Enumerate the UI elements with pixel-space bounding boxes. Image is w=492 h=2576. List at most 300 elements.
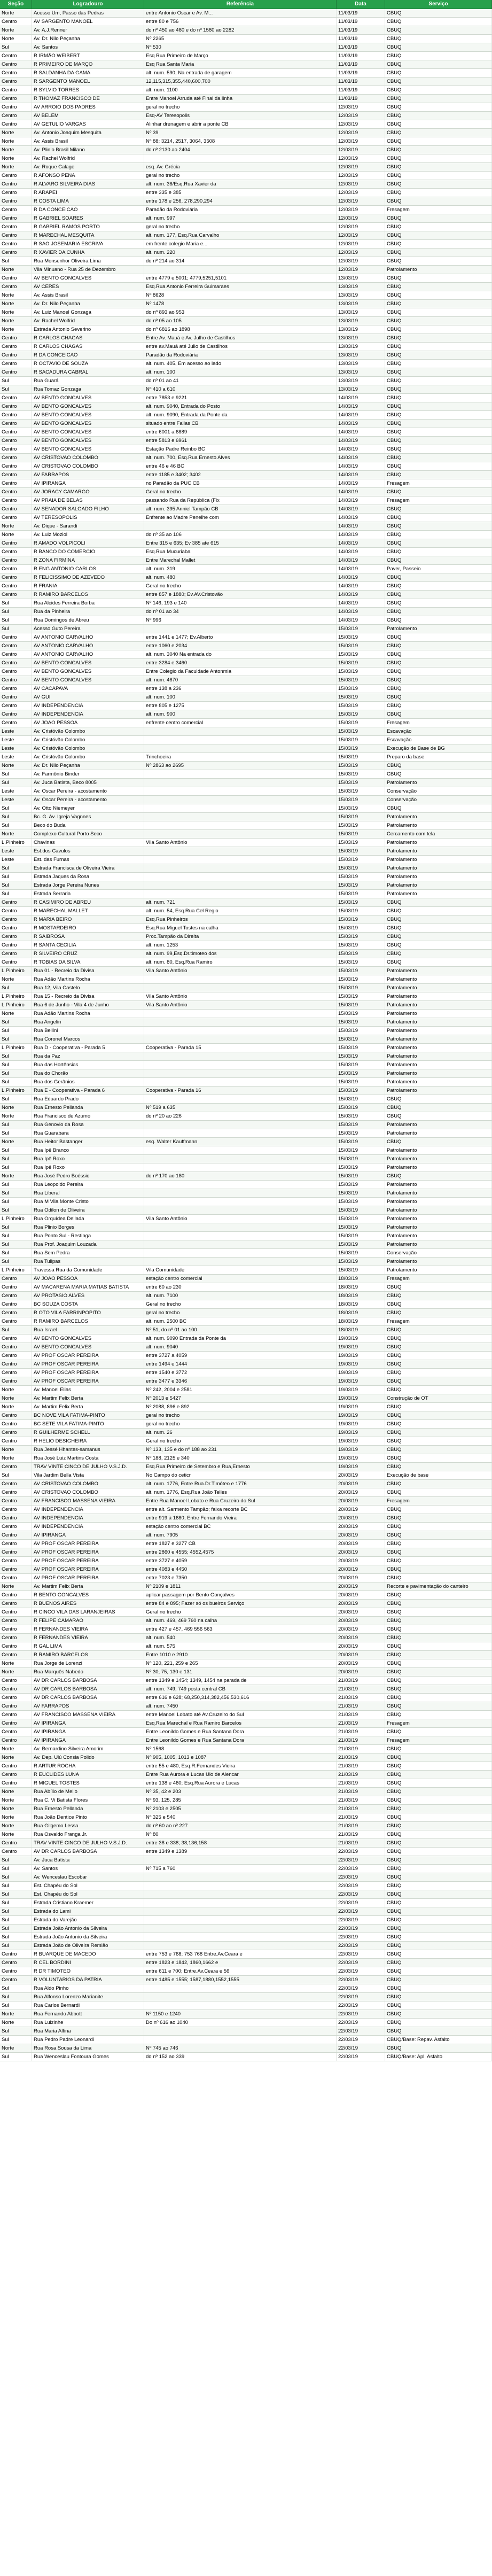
table-row — [0, 924, 492, 933]
cell-referencia: alt. num. 7100 — [144, 1292, 337, 1300]
cell-data: 15/03/19 — [337, 685, 385, 693]
cell-servico: CBUQ — [385, 1967, 492, 1975]
cell-referencia — [144, 1189, 337, 1197]
cell-secao: Centro — [0, 1967, 32, 1975]
cell-data: 22/03/19 — [337, 1984, 385, 1992]
cell-servico: CBUQ — [385, 274, 492, 282]
cell-servico: CBUQ — [385, 154, 492, 162]
table-row — [0, 479, 492, 488]
cell-secao: Norte — [0, 2044, 32, 2052]
cell-logradouro: AV PROF OSCAR PEREIRA — [32, 1548, 144, 1556]
cell-data: 15/03/19 — [337, 839, 385, 847]
cell-data: 15/03/19 — [337, 1087, 385, 1095]
cell-secao: Centro — [0, 1950, 32, 1958]
table-row — [0, 984, 492, 992]
cell-logradouro: Rua 12, Vila Castelo — [32, 984, 144, 992]
table-row — [0, 69, 492, 77]
cell-secao: Norte — [0, 1446, 32, 1454]
cell-data: 12/03/19 — [337, 120, 385, 128]
cell-data: 15/03/19 — [337, 933, 385, 941]
cell-servico: CBUQ — [385, 1463, 492, 1471]
cell-servico: CBUQ — [385, 1925, 492, 1933]
cell-logradouro: Av. Oscar Pereira - acostamento — [32, 787, 144, 795]
cell-secao: L.Pinheiro — [0, 1215, 32, 1223]
cell-logradouro: Av. Otto Niemeyer — [32, 804, 144, 812]
cell-referencia: entre 178 e 256, 278,290,294 — [144, 197, 337, 205]
cell-secao: Centro — [0, 1736, 32, 1744]
table-row — [0, 1061, 492, 1069]
cell-referencia — [144, 1916, 337, 1924]
cell-secao: Sul — [0, 1155, 32, 1163]
cell-referencia: alt. num. 9090 Entrada da Ponte da — [144, 1334, 337, 1343]
cell-servico: CBUQ — [385, 214, 492, 222]
cell-referencia: entre 1540 e 3772 — [144, 1369, 337, 1377]
table-row — [0, 1249, 492, 1258]
cell-logradouro: R ALVARO SILVEIRA DIAS — [32, 180, 144, 188]
cell-referencia: do nº 6816 ao 1898 — [144, 325, 337, 333]
cell-secao: Centro — [0, 1343, 32, 1351]
cell-referencia: Entre Rua Manoel Lobato e Rua Cruzeiro do Sul — [144, 1497, 337, 1505]
cell-data: 14/03/19 — [337, 479, 385, 487]
cell-data: 13/03/19 — [337, 343, 385, 351]
cell-secao: Centro — [0, 368, 32, 376]
table-row — [0, 1805, 492, 1813]
cell-servico: Patrolamento — [385, 821, 492, 829]
cell-secao: Centro — [0, 1377, 32, 1385]
cell-servico: CBUQ — [385, 1839, 492, 1847]
cell-data: 21/03/19 — [337, 1796, 385, 1804]
cell-data: 15/03/19 — [337, 650, 385, 658]
cell-logradouro: Rua Marquês Nabedo — [32, 1668, 144, 1676]
cell-logradouro: AV DR CARLOS BARBOSA — [32, 1694, 144, 1702]
cell-secao: Centro — [0, 702, 32, 710]
cell-servico: CBUQ/Base: Repav. Asfalto — [385, 2036, 492, 2044]
table-row — [0, 325, 492, 334]
cell-logradouro: Rua Osvaldo Franga Jr. — [32, 1830, 144, 1838]
cell-secao: Centro — [0, 710, 32, 718]
cell-servico: CBUQ — [385, 1514, 492, 1522]
cell-referencia: Nº 146, 193 e 140 — [144, 599, 337, 607]
cell-secao: Sul — [0, 2027, 32, 2035]
cell-secao: Centro — [0, 676, 32, 684]
table-row — [0, 274, 492, 283]
cell-logradouro: Rua Guarabara — [32, 1129, 144, 1137]
table-row — [0, 702, 492, 710]
cell-data: 15/03/19 — [337, 856, 385, 864]
cell-secao: Centro — [0, 1497, 32, 1505]
cell-servico: CBUQ — [385, 582, 492, 590]
table-row — [0, 1326, 492, 1334]
table-row — [0, 1753, 492, 1762]
cell-referencia: Nº 996 — [144, 616, 337, 624]
cell-data: 19/03/19 — [337, 1429, 385, 1437]
cell-referencia: Paradão da Rodoviária — [144, 206, 337, 214]
table-row — [0, 1565, 492, 1574]
table-row — [0, 744, 492, 753]
table-row — [0, 1317, 492, 1326]
table-row — [0, 821, 492, 830]
cell-referencia — [144, 1925, 337, 1933]
table-row — [0, 1377, 492, 1386]
table-row — [0, 1240, 492, 1249]
cell-servico: CBUQ — [385, 402, 492, 410]
cell-servico: CBUQ — [385, 300, 492, 308]
table-row — [0, 1454, 492, 1463]
cell-secao: Centro — [0, 565, 32, 573]
cell-logradouro: BC SOUZA COSTA — [32, 1300, 144, 1308]
cell-secao: Centro — [0, 941, 32, 949]
cell-servico: CBUQ — [385, 933, 492, 941]
cell-logradouro: R ARTUR ROCHA — [32, 1762, 144, 1770]
cell-secao: Sul — [0, 1916, 32, 1924]
cell-data: 15/03/19 — [337, 779, 385, 787]
table-row — [0, 103, 492, 112]
cell-data: 15/03/19 — [337, 1112, 385, 1120]
cell-servico: Patrolamento — [385, 1044, 492, 1052]
cell-secao: Centro — [0, 1702, 32, 1710]
cell-servico: CBUQ — [385, 702, 492, 710]
cell-servico: CBUQ — [385, 1933, 492, 1941]
table-row — [0, 308, 492, 317]
cell-servico: CBUQ — [385, 1848, 492, 1856]
cell-data: 22/03/19 — [337, 1890, 385, 1898]
cell-logradouro: AV ARROIO DOS PADRES — [32, 103, 144, 111]
cell-secao: Centro — [0, 95, 32, 103]
table-row — [0, 650, 492, 659]
table-row — [0, 1010, 492, 1018]
cell-logradouro: Av. Rachel Wolfrid — [32, 154, 144, 162]
cell-logradouro: Rua da Pinheira — [32, 608, 144, 616]
cell-data: 20/03/19 — [337, 1548, 385, 1556]
cell-data: 20/03/19 — [337, 1514, 385, 1522]
cell-logradouro: AV PROF OSCAR PEREIRA — [32, 1557, 144, 1565]
cell-servico: CBUQ — [385, 385, 492, 393]
cell-data: 20/03/19 — [337, 1523, 385, 1531]
cell-referencia — [144, 770, 337, 778]
table-row — [0, 1035, 492, 1044]
cell-servico: Conservação — [385, 796, 492, 804]
table-row — [0, 608, 492, 616]
cell-referencia: Geral no trecho — [144, 582, 337, 590]
cell-logradouro: R CARLOS CHAGAS — [32, 334, 144, 342]
cell-logradouro: AV FARRAPOS — [32, 1702, 144, 1710]
table-row — [0, 727, 492, 736]
cell-referencia: entre av.Mauá até Julio de Castilhos — [144, 343, 337, 351]
cell-logradouro: Rua Rosa Sousa da Lima — [32, 2044, 144, 2052]
cell-servico: Patrolamento — [385, 1146, 492, 1154]
cell-referencia: Vila Comunidade — [144, 1266, 337, 1274]
cell-data: 18/03/19 — [337, 1326, 385, 1334]
cell-data: 14/03/19 — [337, 599, 385, 607]
cell-secao: Sul — [0, 1865, 32, 1873]
cell-servico: Patrolamento — [385, 1027, 492, 1035]
cell-referencia: No Campo do ceticr — [144, 1471, 337, 1479]
cell-secao: Sul — [0, 625, 32, 633]
cell-data: 18/03/19 — [337, 1317, 385, 1325]
cell-data: 11/03/19 — [337, 9, 385, 17]
table-row — [0, 1600, 492, 1608]
cell-referencia: esq. Av. Grécia — [144, 163, 337, 171]
cell-servico: CBUQ — [385, 693, 492, 701]
cell-logradouro: Av. Martim Felix Berta — [32, 1403, 144, 1411]
cell-servico: CBUQ — [385, 1454, 492, 1462]
table-row — [0, 197, 492, 206]
cell-data: 19/03/19 — [337, 1386, 385, 1394]
table-row — [0, 1283, 492, 1292]
cell-logradouro: R CARLOS CHAGAS — [32, 343, 144, 351]
cell-logradouro: R SYLVIO TORRES — [32, 86, 144, 94]
cell-secao: Centro — [0, 197, 32, 205]
cell-secao: Norte — [0, 1813, 32, 1821]
cell-secao: Centro — [0, 437, 32, 445]
cell-logradouro: AV BENTO GONCALVES — [32, 274, 144, 282]
cell-secao: Centro — [0, 1488, 32, 1496]
cell-logradouro: Est. das Furnas — [32, 856, 144, 864]
cell-referencia: Entre Av. Mauá e Av. Julho de Castilhos — [144, 334, 337, 342]
cell-data: 21/03/19 — [337, 1813, 385, 1821]
cell-logradouro: AV SENADOR SALGADO FILHO — [32, 505, 144, 513]
cell-logradouro: Rua Prof. Joaquim Louzada — [32, 1240, 144, 1248]
cell-referencia — [144, 830, 337, 838]
table-row — [0, 856, 492, 864]
cell-servico: Patrolamento — [385, 266, 492, 274]
cell-servico: CBUQ — [385, 18, 492, 26]
cell-referencia: alt. num. 100 — [144, 368, 337, 376]
cell-data: 15/03/19 — [337, 967, 385, 975]
cell-referencia: Nº 1568 — [144, 1745, 337, 1753]
cell-referencia: entre 46 e 46 BC — [144, 462, 337, 470]
cell-referencia: alt. num. 700, Esq.Rua Ernesto Alves — [144, 454, 337, 462]
cell-secao: Leste — [0, 787, 32, 795]
cell-servico: Patrolamento — [385, 847, 492, 855]
cell-servico: CBUQ — [385, 1548, 492, 1556]
cell-logradouro: AV IPIRANGA — [32, 1531, 144, 1539]
table-row — [0, 1925, 492, 1933]
table-row — [0, 1463, 492, 1471]
cell-secao: Norte — [0, 1830, 32, 1838]
table-row — [0, 1728, 492, 1736]
cell-data: 12/03/19 — [337, 206, 385, 214]
cell-referencia: Esq.Rua Primeiro de Setembro e Rua,Ernesto — [144, 1463, 337, 1471]
cell-servico: CBUQ — [385, 129, 492, 137]
cell-servico: Patrolamento — [385, 1189, 492, 1197]
cell-logradouro: Rua Ipê Roxo — [32, 1155, 144, 1163]
cell-logradouro: Rua Ipê Branco — [32, 1146, 144, 1154]
cell-logradouro: Rua Alcides Ferreira Borba — [32, 599, 144, 607]
cell-data: 13/03/19 — [337, 317, 385, 325]
cell-referencia: Vila Santo Antônio — [144, 1215, 337, 1223]
table-row — [0, 1087, 492, 1095]
table-row — [0, 52, 492, 60]
cell-data: 15/03/19 — [337, 1069, 385, 1077]
cell-secao: Centro — [0, 1514, 32, 1522]
table-row — [0, 1882, 492, 1890]
cell-servico: Patrolamento — [385, 625, 492, 633]
table-row — [0, 172, 492, 180]
cell-secao: L.Pinheiro — [0, 992, 32, 1000]
cell-data: 15/03/19 — [337, 830, 385, 838]
cell-secao: L.Pinheiro — [0, 1044, 32, 1052]
cell-data: 12/03/19 — [337, 223, 385, 231]
cell-referencia: alt. num. 1776, Entre Rua.Dr.Timóteo e 1776 — [144, 1480, 337, 1488]
cell-referencia — [144, 2001, 337, 2009]
table-row — [0, 565, 492, 573]
cell-referencia: alt. num. 220 — [144, 249, 337, 257]
cell-servico: CBUQ — [385, 1762, 492, 1770]
cell-secao: Centro — [0, 642, 32, 650]
cell-servico: CBUQ — [385, 522, 492, 530]
cell-logradouro: Complexo Cultural Porto Seco — [32, 830, 144, 838]
cell-logradouro: Estrada Jorge Pereira Nunes — [32, 881, 144, 889]
cell-logradouro: Rua Ponto Sul - Restinga — [32, 1232, 144, 1240]
cell-servico: CBUQ — [385, 1326, 492, 1334]
cell-referencia — [144, 804, 337, 812]
cell-referencia: Geral no trecho — [144, 1437, 337, 1445]
cell-logradouro: R AFONSO PENA — [32, 172, 144, 180]
cell-secao: Centro — [0, 1634, 32, 1642]
cell-logradouro: Beco do Buda — [32, 821, 144, 829]
table-row — [0, 975, 492, 984]
cell-secao: L.Pinheiro — [0, 1001, 32, 1009]
cell-secao: Sul — [0, 1326, 32, 1334]
cell-data: 12/03/19 — [337, 146, 385, 154]
cell-referencia: Trinchoeira — [144, 753, 337, 761]
cell-data: 15/03/19 — [337, 847, 385, 855]
table-row — [0, 146, 492, 154]
cell-servico: CBUQ — [385, 1506, 492, 1514]
cell-data: 20/03/19 — [337, 1574, 385, 1582]
cell-referencia: alt. num. 540 — [144, 1634, 337, 1642]
cell-secao: Sul — [0, 1873, 32, 1881]
cell-secao: Centro — [0, 52, 32, 60]
cell-servico: CBUQ — [385, 898, 492, 906]
cell-secao: Sul — [0, 1163, 32, 1171]
cell-data: 21/03/19 — [337, 1677, 385, 1685]
cell-logradouro: AV INDEPENDENCIA — [32, 1514, 144, 1522]
cell-logradouro: Av. Cristóvão Colombo — [32, 727, 144, 735]
table-row — [0, 1181, 492, 1189]
table-row — [0, 394, 492, 402]
cell-secao: Norte — [0, 1788, 32, 1796]
cell-data: 20/03/19 — [337, 1668, 385, 1676]
table-row — [0, 1429, 492, 1437]
cell-servico: CBUQ — [385, 1369, 492, 1377]
cell-servico: Escavação — [385, 727, 492, 735]
cell-secao: Centro — [0, 1411, 32, 1419]
cell-servico: Patrolamento — [385, 1163, 492, 1171]
cell-servico: CBUQ — [385, 1907, 492, 1915]
cell-data: 22/03/19 — [337, 2019, 385, 2027]
cell-servico: CBUQ — [385, 377, 492, 385]
cell-referencia: Nº 30, 75, 130 e 131 — [144, 1668, 337, 1676]
cell-referencia: alt. num. 9090, Entrada da Ponte da — [144, 411, 337, 419]
table-row — [0, 2036, 492, 2044]
cell-secao: Centro — [0, 334, 32, 342]
cell-logradouro: AV BENTO GONCALVES — [32, 668, 144, 676]
cell-referencia: entre 80 e 756 — [144, 18, 337, 26]
table-row — [0, 2019, 492, 2027]
cell-data: 15/03/19 — [337, 1010, 385, 1018]
cell-logradouro: Rua Eduardo Prado — [32, 1095, 144, 1103]
cell-logradouro: R OCTAVIO DE SOUZA — [32, 360, 144, 368]
cell-data: 12/03/19 — [337, 197, 385, 205]
cell-data: 12/03/19 — [337, 103, 385, 111]
cell-secao: Centro — [0, 539, 32, 547]
cell-servico: Patrolamento — [385, 890, 492, 898]
table-row — [0, 1044, 492, 1052]
table-row — [0, 582, 492, 591]
cell-logradouro: Rua José Pedro Boéssio — [32, 1172, 144, 1180]
cell-logradouro: R SACADURA CABRAL — [32, 368, 144, 376]
cell-servico: CBUQ — [385, 1617, 492, 1625]
table-row — [0, 1531, 492, 1540]
cell-secao: Sul — [0, 1882, 32, 1890]
cell-secao: Sul — [0, 770, 32, 778]
cell-servico: Patrolamento — [385, 1061, 492, 1069]
cell-logradouro: AV MACARENA MARIA MATIAS BATISTA — [32, 1283, 144, 1291]
cell-secao: Norte — [0, 975, 32, 983]
cell-data: 20/03/19 — [337, 1617, 385, 1625]
cell-referencia: entre 1441 e 1477; Ev.Alberto — [144, 633, 337, 641]
cell-referencia: entre 3284 e 3460 — [144, 659, 337, 667]
table-row — [0, 881, 492, 890]
cell-logradouro: R RAMIRO BARCELOS — [32, 591, 144, 599]
cell-logradouro: AV TERESOPOLIS — [32, 514, 144, 522]
cell-logradouro: Rua Ernesto Pellanda — [32, 1104, 144, 1112]
cell-referencia: Entre Leonildo Gomes e Rua Santana Dora — [144, 1736, 337, 1744]
cell-secao: Sul — [0, 813, 32, 821]
cell-logradouro: Rua Coronel Marcos — [32, 1035, 144, 1043]
table-row — [0, 291, 492, 300]
cell-logradouro: AV PROF OSCAR PEREIRA — [32, 1360, 144, 1368]
cell-data: 15/03/19 — [337, 744, 385, 752]
cell-secao: Sul — [0, 1933, 32, 1941]
table-row — [0, 1446, 492, 1454]
cell-logradouro: Vila Minuano - Rua 25 de Dezembro — [32, 266, 144, 274]
cell-referencia: alt. num. 319 — [144, 565, 337, 573]
cell-servico: Patrolamento — [385, 1087, 492, 1095]
cell-referencia: do nº 450 ao 480 e do nº 1580 ao 2282 — [144, 26, 337, 34]
cell-referencia — [144, 1890, 337, 1898]
cell-referencia — [144, 1907, 337, 1915]
table-row — [0, 206, 492, 214]
cell-referencia: entre 857 e 1880; Ev.AV.Cristovão — [144, 591, 337, 599]
cell-logradouro: Rua Wenceslau Fontoura Gomes — [32, 2053, 144, 2061]
cell-servico: CBUQ — [385, 1420, 492, 1428]
cell-referencia: entre 3477 e 3346 — [144, 1377, 337, 1385]
cell-referencia: Estação Padre Reinbo BC — [144, 445, 337, 453]
cell-referencia: alt. num. 480 — [144, 573, 337, 581]
cell-servico: Patrolamento — [385, 1052, 492, 1060]
cell-servico: CBUQ — [385, 471, 492, 479]
cell-logradouro: AV ANTONIO CARVALHO — [32, 633, 144, 641]
cell-secao: Centro — [0, 1540, 32, 1548]
table-row — [0, 1497, 492, 1506]
cell-servico: CBUQ — [385, 1796, 492, 1804]
cell-data: 19/03/19 — [337, 1454, 385, 1462]
cell-servico: Patrolamento — [385, 992, 492, 1000]
cell-servico: CBUQ — [385, 1856, 492, 1864]
table-row — [0, 2044, 492, 2053]
cell-logradouro: R SILVEIRO CRUZ — [32, 950, 144, 958]
cell-referencia: entre alt. Sarmento Tampão; faixa recorte BC — [144, 1506, 337, 1514]
cell-data: 22/03/19 — [337, 1848, 385, 1856]
cell-data: 15/03/19 — [337, 1138, 385, 1146]
cell-referencia: entre 1823 e 1842, 1860,1662 e — [144, 1959, 337, 1967]
cell-secao: Centro — [0, 1317, 32, 1325]
cell-data: 14/03/19 — [337, 454, 385, 462]
cell-secao: Centro — [0, 668, 32, 676]
